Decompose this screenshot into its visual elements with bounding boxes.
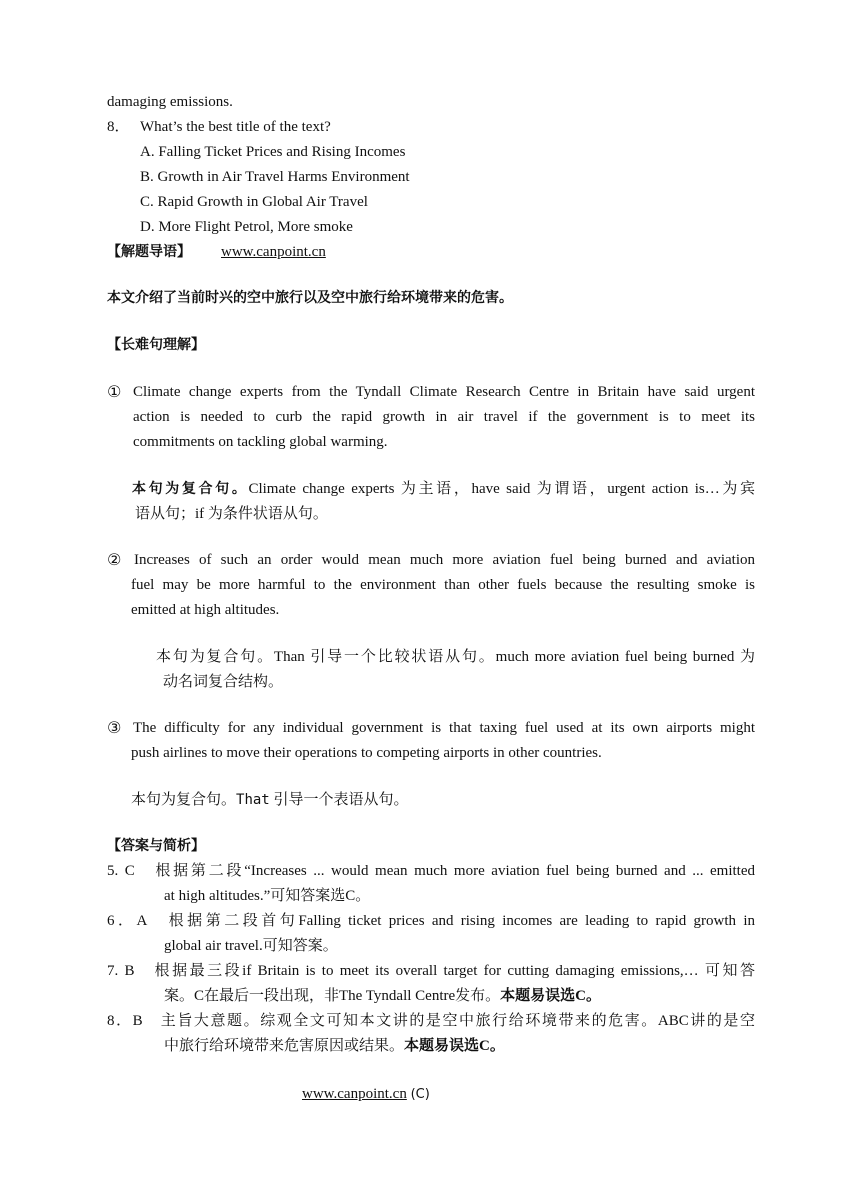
answer-bold-note: 本题易误选C。 (404, 1038, 505, 1054)
option-b: B. Growth in Air Travel Harms Environment (140, 169, 410, 185)
sentence-2-line: Increases of such an order would mean much more aviation fuel being burned and aviation (134, 552, 755, 568)
question-8-stem: What’s the best title of the text? (140, 119, 331, 135)
sentence-1-line: commitments on tackling global warming. (133, 434, 388, 450)
footer-link[interactable]: www.canpoint.cn (302, 1086, 407, 1102)
sentence-2-analysis-cont: 动名词复合结构。 (163, 674, 284, 690)
sentence-2-marker: ② (107, 550, 122, 569)
sentence-3-line: push airlines to move their operations to competing airports in other countries. (131, 745, 602, 761)
answer-6-line-cont: global air travel.可知答案。 (164, 938, 338, 954)
question-8-number: 8． (107, 119, 130, 135)
analysis-mono-word: That (236, 792, 270, 808)
sentences-heading: 【长难句理解】 (107, 337, 205, 353)
sentence-3-line: The difficulty for any individual government is that taxing fuel used at its own airports might (133, 720, 755, 736)
guide-heading: 【解题导语】 (107, 244, 191, 260)
answer-6-line: 6．A 根据第二段首句Falling ticket prices and rising incomes are leading to rapid growth in (107, 913, 755, 929)
canpoint-link[interactable]: www.canpoint.cn (221, 244, 326, 260)
carry-over-line: damaging emissions. (107, 94, 233, 110)
analysis-text: Climate change experts 为主语，have said 为谓语，urgent action is…为宾 (248, 481, 756, 497)
footer-mark: (C) (410, 1087, 430, 1102)
answers-heading: 【答案与简析】 (107, 838, 205, 854)
sentence-1-line: action is needed to curb the rapid growth in air travel if the government is to meet its (133, 409, 755, 425)
answer-5-line: 5. C 根据第二段“Increases ... would mean much more aviation fuel being burned and ... emitted (107, 863, 755, 879)
sentence-1-analysis-cont: 语从句；if 为条件状语从句。 (135, 506, 328, 522)
answer-text: 中旅行给环境带来危害原因或结果。 (164, 1038, 405, 1054)
sentence-3-marker: ③ (107, 718, 122, 737)
sentence-1-analysis (132, 479, 755, 499)
guide-summary: 本文介绍了当前时兴的空中旅行以及空中旅行给环境带来的危害。 (107, 290, 513, 306)
option-a: A. Falling Ticket Prices and Rising Incomes (140, 144, 406, 160)
option-d: D. More Flight Petrol, More smoke (140, 219, 353, 235)
option-c: C. Rapid Growth in Global Air Travel (140, 194, 368, 210)
analysis-text: 引导一个表语从句。 (269, 792, 409, 808)
answer-text: 案。C在最后一段出现，非The Tyndall Centre发布。 (164, 988, 501, 1004)
analysis-bold-label: 本句为复合句。 (132, 481, 249, 497)
footer (302, 1084, 430, 1105)
answer-5-line-cont: at high altitudes.”可知答案选C。 (164, 888, 371, 904)
sentence-2-analysis: 本句为复合句。Than 引导一个比较状语从句。much more aviation fuel being burned 为 (156, 649, 755, 665)
answer-7-line: 7. B 根据最三段if Britain is to meet its overall target for cutting damaging emissions,… 可知答 (107, 963, 755, 979)
answer-7-line-cont (164, 986, 601, 1006)
sentence-3-analysis (131, 790, 409, 810)
analysis-text: 本句为复合句。 (131, 792, 237, 808)
sentence-2-line: fuel may be more harmful to the environment than other fuels because the resulting smoke is (131, 577, 755, 593)
answer-bold-note: 本题易误选C。 (500, 988, 601, 1004)
sentence-1-line: Climate change experts from the Tyndall Climate Research Centre in Britain have said urgent (133, 384, 755, 400)
sentence-2-line: emitted at high altitudes. (131, 602, 280, 618)
sentence-1-marker: ① (107, 382, 122, 401)
answer-8-line-cont (164, 1036, 505, 1056)
answer-8-line: 8．B 主旨大意题。综观全文可知本文讲的是空中旅行给环境带来的危害。ABC讲的是空 (107, 1013, 755, 1029)
